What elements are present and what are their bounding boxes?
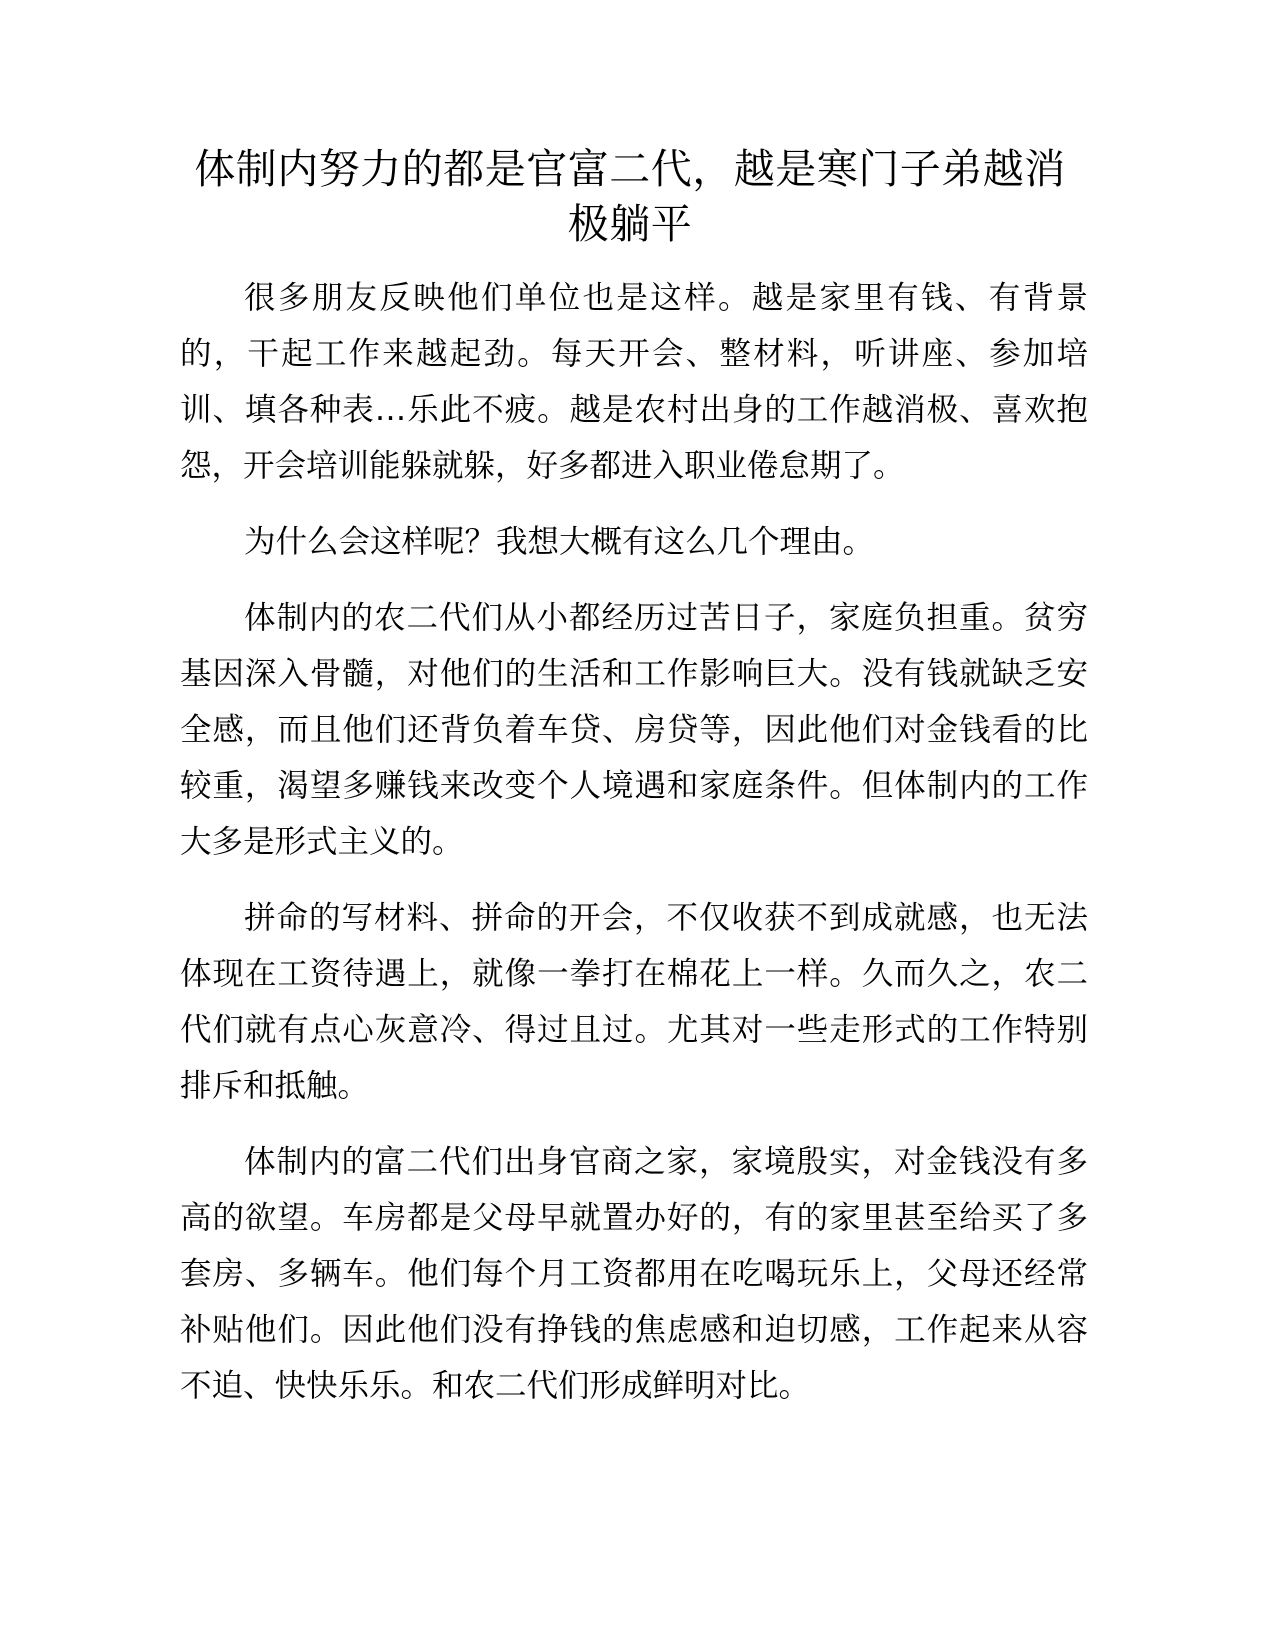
document-body <box>180 270 1088 1434</box>
paragraph-5: 体制内的富二代们出身官商之家，家境殷实，对金钱没有多高的欲望。车房都是父母早就置办好的，有的家里甚至给买了多套房、多辆车。他们每个月工资都用在吃喝玩乐上，父母还经常补贴他们。因此他们没有挣钱的焦虑感和迫切感，工作起来从容不迫、快快乐乐。和农二代们形成鲜明对比。 <box>180 1144 1088 1404</box>
document-title: 体制内努力的都是官富二代，越是寒门子弟越消极躺平 <box>194 145 1066 248</box>
paragraph-1: 很多朋友反映他们单位也是这样。越是家里有钱、有背景的，干起工作来越起劲。每天开会、整材料，听讲座、参加培训、填各种表…乐此不疲。越是农村出身的工作越消极、喜欢抱怨，开会培训能躲就躲，好多都进入职业倦怠期了。 <box>180 280 1088 484</box>
paragraph-3: 体制内的农二代们从小都经历过苦日子，家庭负担重。贫穷基因深入骨髓，对他们的生活和工作影响巨大。没有钱就缺乏安全感，而且他们还背负着车贷、房贷等，因此他们对金钱看的比较重，渴望多赚钱来改变个人境遇和家庭条件。但体制内的工作大多是形式主义的。 <box>180 600 1088 860</box>
paragraph-4: 拼命的写材料、拼命的开会，不仅收获不到成就感，也无法体现在工资待遇上，就像一拳打在棉花上一样。久而久之，农二代们就有点心灰意冷、得过且过。尤其对一些走形式的工作特别排斥和抵触。 <box>180 900 1088 1104</box>
paragraph-2: 为什么会这样呢？我想大概有这么几个理由。 <box>244 524 875 560</box>
